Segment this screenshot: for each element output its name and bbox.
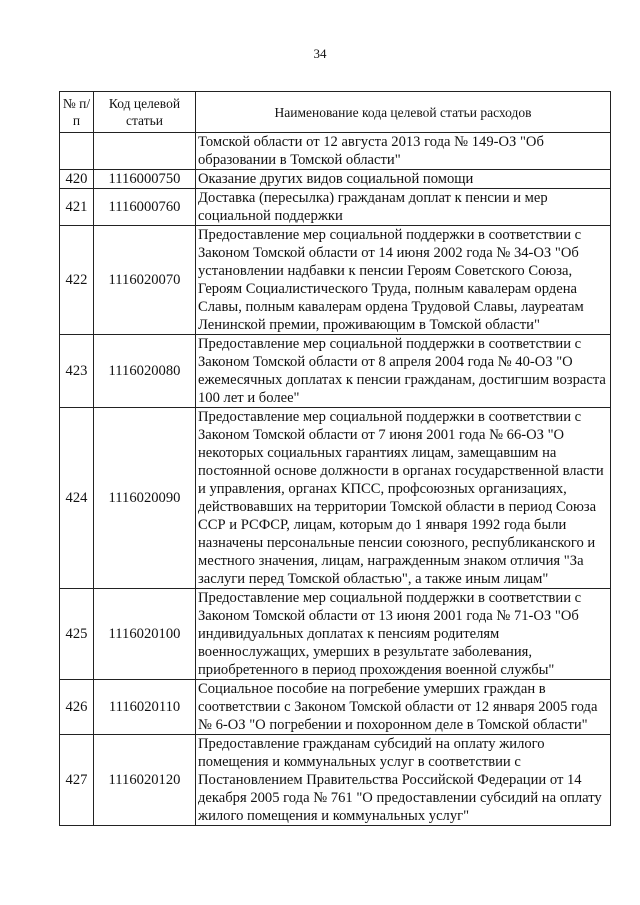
table-row <box>60 680 611 735</box>
table-row <box>60 226 611 335</box>
table-row <box>60 735 611 826</box>
row-num: 424 <box>60 408 94 589</box>
table-row <box>60 589 611 680</box>
table-row <box>60 133 611 170</box>
header-name: Наименование кода целевой статьи расходов <box>196 92 611 133</box>
row-num: 422 <box>60 226 94 335</box>
row-name: Предоставление мер социальной поддержки в соответствии с Законом Томской области от 13 июня 2001 года № 71-ОЗ "Об индивидуальных доплатах к пенсиям родителям военнослужащих, умерших в результате заболевания, приобретенного в период прохождения военной службы" <box>196 589 611 680</box>
table-row <box>60 189 611 226</box>
header-code: Код целевой статьи <box>94 92 196 133</box>
row-num: 425 <box>60 589 94 680</box>
row-code <box>94 133 196 170</box>
row-name: Томской области от 12 августа 2013 года № 149-ОЗ "Об образовании в Томской области" <box>196 133 611 170</box>
row-num <box>60 133 94 170</box>
row-code: 1116000760 <box>94 189 196 226</box>
header-num: № п/п <box>60 92 94 133</box>
page-number: 34 <box>313 46 327 61</box>
row-num: 421 <box>60 189 94 226</box>
row-code: 1116020120 <box>94 735 196 826</box>
row-name: Доставка (пересылка) гражданам доплат к пенсии и мер социальной поддержки <box>196 189 611 226</box>
row-code: 1116020110 <box>94 680 196 735</box>
table-header-row <box>60 92 611 133</box>
table-row <box>60 170 611 189</box>
row-name: Предоставление мер социальной поддержки в соответствии с Законом Томской области от 7 июня 2001 года № 66-ОЗ "О некоторых социальных гарантиях лицам, замещавшим на постоянной основе должности в органах государственной власти и управления, органах КПСС, профсоюзных организациях, действовавших на территории Томской области в период Союза ССР и РСФСР, лицам, которым до 1 января 1992 года были назначены персональные пенсии союзного, республиканского и местного значения, лицам, награжденным знаком отличия "За заслуги перед Томской областью", а также иным лицам" <box>196 408 611 589</box>
row-num: 427 <box>60 735 94 826</box>
row-code: 1116020080 <box>94 335 196 408</box>
row-code: 1116020070 <box>94 226 196 335</box>
row-name: Предоставление гражданам субсидий на оплату жилого помещения и коммунальных услуг в соответствии с Постановлением Правительства Российской Федерации от 14 декабря 2005 года № 761 "О предоставлении субсидий на оплату жилого помещения и коммунальных услуг" <box>196 735 611 826</box>
row-name: Социальное пособие на погребение умерших граждан в соответствии с Законом Томской области от 12 января 2005 года № 6-ОЗ "О погребении и похоронном деле в Томской области" <box>196 680 611 735</box>
row-num: 420 <box>60 170 94 189</box>
row-code: 1116020090 <box>94 408 196 589</box>
row-name: Оказание других видов социальной помощи <box>196 170 611 189</box>
row-num: 423 <box>60 335 94 408</box>
budget-codes-table <box>59 91 611 826</box>
table-row <box>60 408 611 589</box>
row-code: 1116020100 <box>94 589 196 680</box>
row-name: Предоставление мер социальной поддержки в соответствии с Законом Томской области от 8 апреля 2004 года № 40-ОЗ "О ежемесячных доплатах к пенсии гражданам, достигшим возраста 100 лет и более" <box>196 335 611 408</box>
row-code: 1116000750 <box>94 170 196 189</box>
table-row <box>60 335 611 408</box>
row-name: Предоставление мер социальной поддержки в соответствии с Законом Томской области от 14 июня 2002 года № 34-ОЗ "Об установлении надбавки к пенсии Героям Советского Союза, Героям Социалистического Труда, полным кавалерам ордена Славы, полным кавалерам ордена Трудовой Славы, лауреатам Ленинской премии, проживающим в Томской области" <box>196 226 611 335</box>
row-num: 426 <box>60 680 94 735</box>
